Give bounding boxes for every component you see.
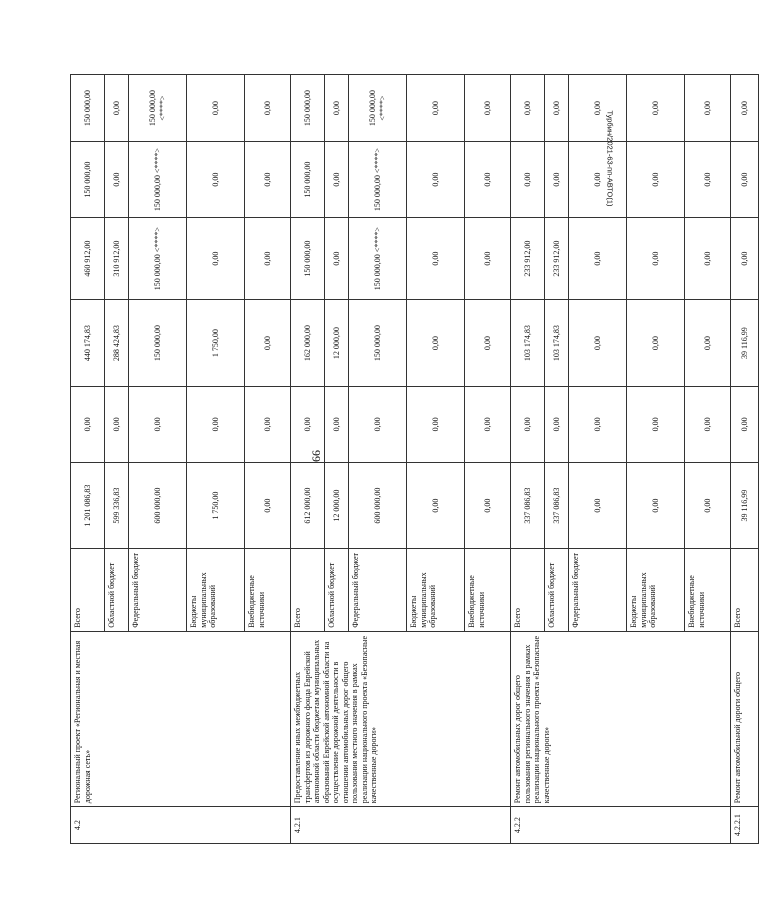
amount-cell: 0,00 — [569, 218, 627, 300]
section-title: Региональный проект «Региональная и местная дорожная сеть» — [71, 631, 291, 806]
amount-cell: 612 000,00 — [291, 462, 325, 549]
amount-cell: 0,00 — [187, 386, 245, 462]
amount-cell: 150 000,00 <****> — [129, 75, 187, 142]
amount-cell: 1 750,00 — [187, 462, 245, 549]
amount-cell: 0,00 — [129, 386, 187, 462]
funding-source: Бюджеты муниципальных образований — [407, 549, 465, 631]
funding-source: Бюджеты муниципальных образований — [187, 549, 245, 631]
amount-cell: 0,00 — [407, 300, 465, 387]
section-id: 4.2.2.1 — [731, 807, 759, 844]
page-number: 66 — [309, 450, 323, 462]
amount-cell: 0,00 — [731, 75, 759, 142]
amount-cell: 0,00 — [245, 218, 291, 300]
amount-cell: 0,00 — [685, 75, 731, 142]
funding-source: Всего — [731, 549, 759, 631]
amount-cell: 150 000,00 <****> — [349, 142, 407, 218]
amount-cell: 150 000,00 — [291, 75, 325, 142]
table-row — [511, 75, 545, 844]
section-title: Ремонт автомобильной дороги общего — [731, 631, 759, 806]
amount-cell: 0,00 — [291, 386, 325, 462]
amount-cell: 150 000,00 — [291, 218, 325, 300]
amount-cell: 0,00 — [105, 142, 129, 218]
amount-cell: 0,00 — [569, 75, 627, 142]
funding-source: Всего — [71, 549, 105, 631]
amount-cell: 0,00 — [465, 75, 511, 142]
amount-cell: 0,00 — [245, 462, 291, 549]
funding-source: Областной бюджет — [545, 549, 569, 631]
amount-cell: 0,00 — [627, 75, 685, 142]
amount-cell: 39 116,99 — [731, 300, 759, 387]
amount-cell: 0,00 — [569, 386, 627, 462]
amount-cell: 0,00 — [731, 142, 759, 218]
amount-cell: 0,00 — [465, 300, 511, 387]
amount-cell: 337 086,83 — [511, 462, 545, 549]
amount-cell: 150 000,00 — [291, 142, 325, 218]
section-id: 4.2 — [71, 807, 291, 844]
funding-source: Областной бюджет — [325, 549, 349, 631]
amount-cell: 1 201 086,83 — [71, 462, 105, 549]
amount-cell: 0,00 — [407, 75, 465, 142]
amount-cell: 39 116,99 — [731, 462, 759, 549]
amount-cell: 12 000,00 — [325, 300, 349, 387]
budget-table — [70, 74, 759, 844]
amount-cell: 150 000,00 <****> — [129, 142, 187, 218]
amount-cell: 150 000,00 <****> — [349, 75, 407, 142]
amount-cell: 233 912,00 — [545, 218, 569, 300]
amount-cell: 600 000,00 — [349, 462, 407, 549]
amount-cell: 162 000,00 — [291, 300, 325, 387]
funding-source: Федеральный бюджет — [129, 549, 187, 631]
amount-cell: 0,00 — [685, 300, 731, 387]
funding-source: Внебюджетные источники — [245, 549, 291, 631]
amount-cell: 0,00 — [685, 386, 731, 462]
amount-cell: 0,00 — [105, 75, 129, 142]
funding-source: Федеральный бюджет — [349, 549, 407, 631]
amount-cell: 0,00 — [511, 386, 545, 462]
amount-cell: 288 424,83 — [105, 300, 129, 387]
amount-cell: 233 912,00 — [511, 218, 545, 300]
amount-cell: 0,00 — [325, 75, 349, 142]
amount-cell: 0,00 — [325, 142, 349, 218]
funding-source: Федеральный бюджет — [569, 549, 627, 631]
amount-cell: 0,00 — [187, 142, 245, 218]
amount-cell: 12 000,00 — [325, 462, 349, 549]
amount-cell: 337 086,83 — [545, 462, 569, 549]
amount-cell: 0,00 — [545, 142, 569, 218]
funding-source: Бюджеты муниципальных образований — [627, 549, 685, 631]
amount-cell: 0,00 — [465, 218, 511, 300]
amount-cell: 0,00 — [545, 386, 569, 462]
amount-cell: 0,00 — [187, 218, 245, 300]
amount-cell: 0,00 — [407, 142, 465, 218]
amount-cell: 103 174,83 — [511, 300, 545, 387]
table-row — [71, 75, 105, 844]
amount-cell: 0,00 — [511, 142, 545, 218]
footer-code: Турбин/2021-63-пп-АВТО(1) — [605, 110, 615, 207]
funding-source: Всего — [291, 549, 325, 631]
amount-cell: 0,00 — [187, 75, 245, 142]
section-title: Предоставление иных межбюджетных трансфертов из дорожного фонда Еврейской автономной области бюджетам муниципальных образований Еврейской автономной области на осуществление дорожной деятельности в отношении автомобильных дорог общего пользования местного значения в рамках реализации национального проекта «Безопасные качественные дороги» — [291, 631, 511, 806]
amount-cell: 440 174,83 — [71, 300, 105, 387]
amount-cell: 460 912,00 — [71, 218, 105, 300]
amount-cell: 0,00 — [407, 386, 465, 462]
amount-cell: 0,00 — [569, 142, 627, 218]
amount-cell: 0,00 — [627, 142, 685, 218]
amount-cell: 0,00 — [685, 142, 731, 218]
amount-cell: 0,00 — [569, 462, 627, 549]
amount-cell: 0,00 — [627, 386, 685, 462]
amount-cell: 0,00 — [71, 386, 105, 462]
amount-cell: 0,00 — [407, 462, 465, 549]
amount-cell: 0,00 — [731, 218, 759, 300]
funding-source: Областной бюджет — [105, 549, 129, 631]
amount-cell: 0,00 — [731, 386, 759, 462]
amount-cell: 0,00 — [627, 218, 685, 300]
amount-cell: 0,00 — [569, 300, 627, 387]
amount-cell: 1 750,00 — [187, 300, 245, 387]
amount-cell: 0,00 — [545, 75, 569, 142]
amount-cell: 103 174,83 — [545, 300, 569, 387]
amount-cell: 0,00 — [465, 386, 511, 462]
amount-cell: 0,00 — [105, 386, 129, 462]
amount-cell: 150 000,00 — [349, 300, 407, 387]
funding-source: Внебюджетные источники — [465, 549, 511, 631]
funding-source: Внебюджетные источники — [685, 549, 731, 631]
amount-cell: 150 000,00 — [71, 75, 105, 142]
amount-cell: 0,00 — [325, 386, 349, 462]
amount-cell: 0,00 — [465, 462, 511, 549]
amount-cell: 600 000,00 — [129, 462, 187, 549]
amount-cell: 0,00 — [349, 386, 407, 462]
amount-cell: 0,00 — [325, 218, 349, 300]
amount-cell: 599 336,83 — [105, 462, 129, 549]
funding-source: Всего — [511, 549, 545, 631]
table-row — [291, 75, 325, 844]
amount-cell: 0,00 — [627, 300, 685, 387]
amount-cell: 0,00 — [407, 218, 465, 300]
section-id: 4.2.1 — [291, 807, 511, 844]
amount-cell: 0,00 — [245, 75, 291, 142]
amount-cell: 0,00 — [245, 142, 291, 218]
amount-cell: 150 000,00 <****> — [349, 218, 407, 300]
amount-cell: 150 000,00 <****> — [129, 218, 187, 300]
amount-cell: 150 000,00 — [71, 142, 105, 218]
section-id: 4.2.2 — [511, 807, 731, 844]
amount-cell: 0,00 — [685, 462, 731, 549]
table-row — [731, 75, 759, 844]
section-title: Ремонт автомобильных дорог общего пользования регионального значения в рамках реализации национального проекта «Безопасные качественные дороги» — [511, 631, 731, 806]
amount-cell: 0,00 — [685, 218, 731, 300]
amount-cell: 0,00 — [465, 142, 511, 218]
amount-cell: 310 912,00 — [105, 218, 129, 300]
amount-cell: 150 000,00 — [129, 300, 187, 387]
amount-cell: 0,00 — [511, 75, 545, 142]
amount-cell: 0,00 — [245, 386, 291, 462]
amount-cell: 0,00 — [245, 300, 291, 387]
amount-cell: 0,00 — [627, 462, 685, 549]
